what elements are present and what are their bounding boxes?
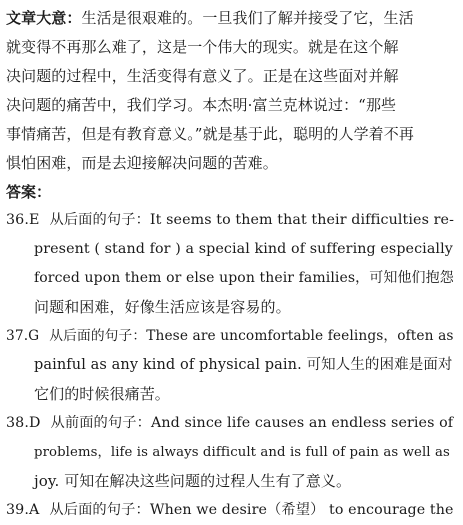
answer-number: 37. — [6, 328, 29, 344]
answer-number: 38. — [6, 415, 29, 431]
summary-text: 生活是很艰难的。一旦我们了解并接受了它，生活 — [81, 9, 414, 27]
summary-line-2: 就变得不再那么难了，这是一个伟大的现实。就是在这个解 — [6, 38, 399, 56]
summary-line-3: 决问题的过程中，生活变得有意义了。正是在这些面对并解 — [6, 67, 399, 85]
answer-letter: G — [28, 328, 40, 344]
answer-letter: D — [28, 415, 41, 431]
summary-line-6: 惧怕困难，而是去迎接解决问题的苦难。 — [6, 154, 278, 172]
answer-item-37 — [6, 322, 457, 409]
summary-line-1 — [6, 4, 457, 33]
answer-item-39 — [6, 496, 457, 525]
answer-explanation: 从后面的句子：These are uncomfortable feelings，often as — [49, 328, 454, 344]
answer-letter: E — [28, 212, 40, 228]
answer-line: problems，life is always difficult and is full of pain as well as — [34, 445, 450, 460]
answer-number: 39. — [6, 502, 29, 518]
answer-first-line — [6, 206, 457, 235]
answers-heading: 答案： — [6, 183, 52, 201]
answer-line: 它们的时候很痛苦。 — [34, 385, 170, 403]
answer-line: present ( stand for ) a special kind of suffering especially — [34, 241, 453, 257]
summary-section — [6, 4, 457, 178]
answer-first-line — [6, 322, 457, 351]
answer-first-line — [6, 409, 457, 438]
answer-number: 36. — [6, 212, 29, 228]
answer-first-line — [6, 496, 457, 525]
summary-line-4: 决问题的痛苦中，我们学习。本杰明·富兰克林说过：“那些 — [6, 96, 397, 114]
answer-line: joy. 可知在解决这些问题的过程人生有了意义。 — [34, 472, 352, 490]
answer-item-38 — [6, 409, 457, 496]
answer-letter: A — [28, 502, 40, 518]
answer-explanation: 从前面的句子：And since life causes an endless series of — [50, 415, 454, 431]
answer-explanation: 从后面的句子：It seems to them that their difficulties re- — [49, 212, 454, 228]
summary-label: 文章大意： — [6, 9, 82, 27]
answer-explanation: 从后面的句子：When we desire（希望） to encourage the — [49, 502, 454, 518]
answer-line: painful as any kind of physical pain. 可知人生的困难是面对 — [34, 357, 453, 373]
answer-line: 问题和困难，好像生活应该是容易的。 — [34, 298, 291, 316]
answer-line: forced upon them or else upon their families，可知他们抱怨 — [34, 270, 454, 286]
summary-line-5: 事情痛苦，但是有教育意义。”就是基于此，聪明的人学着不再 — [6, 125, 414, 143]
answer-item-36 — [6, 206, 457, 322]
